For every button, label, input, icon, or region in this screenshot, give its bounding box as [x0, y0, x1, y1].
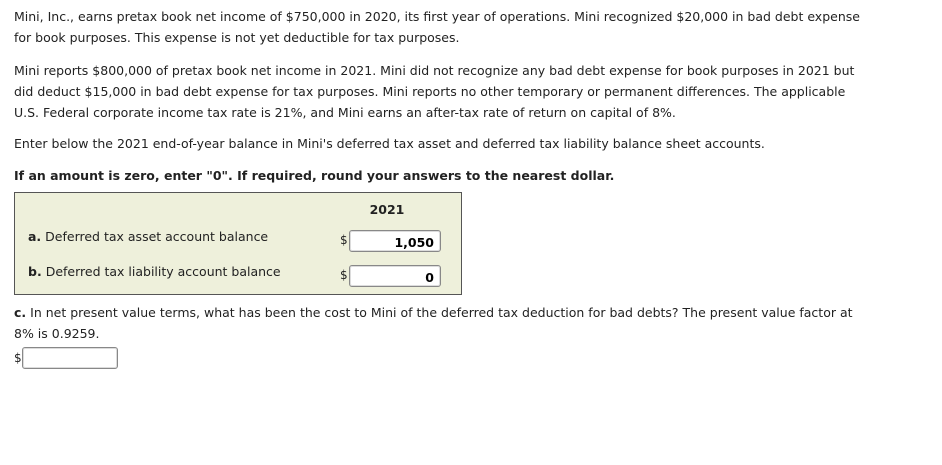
row-a-label — [28, 229, 268, 244]
part-c-text: In net present value terms, what has been the cost to Mini of the deferred tax deduction for bad debts? The present value factor at 8% is 0.9259. — [14, 305, 853, 341]
row-b-currency-symbol: $ — [340, 268, 348, 282]
row-b-letter: b. — [28, 264, 42, 279]
rounding-instruction: If an amount is zero, enter "0". If required, round your answers to the nearest dollar. — [14, 168, 615, 183]
problem-paragraph-2: Mini reports $800,000 of pretax book net income in 2021. Mini did not recognize any bad debt expense for book purposes in 2021 but did deduct $15,000 in bad debt expense for tax purposes. Mini reports no other temporary or permanent differences. The applicable U.S. Federal corporate income tax rate is 21%, and Mini earns an after-tax rate of return on capital of 8%. — [14, 63, 855, 120]
answer-table — [14, 192, 462, 295]
npv-cost-input[interactable] — [22, 347, 118, 369]
problem-paragraph-1: Mini, Inc., earns pretax book net income of $750,000 in 2020, its first year of operations. Mini recognized $20,000 in bad debt expense for book purposes. This expense is not yet deductible for tax purposes. — [14, 9, 860, 45]
deferred-tax-asset-input[interactable] — [349, 230, 441, 252]
part-c-question — [14, 302, 874, 344]
part-c-currency-symbol: $ — [14, 351, 22, 365]
column-header-year: 2021 — [369, 202, 405, 217]
deferred-tax-liability-input[interactable] — [349, 265, 441, 287]
row-a-letter: a. — [28, 229, 42, 244]
row-a-text: Deferred tax asset account balance — [45, 229, 269, 244]
row-b-label — [28, 264, 281, 279]
row-a-currency-symbol: $ — [340, 233, 348, 247]
part-c-letter: c. — [14, 305, 27, 320]
row-b-text: Deferred tax liability account balance — [45, 264, 281, 279]
instruction-paragraph: Enter below the 2021 end-of-year balance in Mini's deferred tax asset and deferred tax liability balance sheet accounts. — [14, 136, 765, 151]
